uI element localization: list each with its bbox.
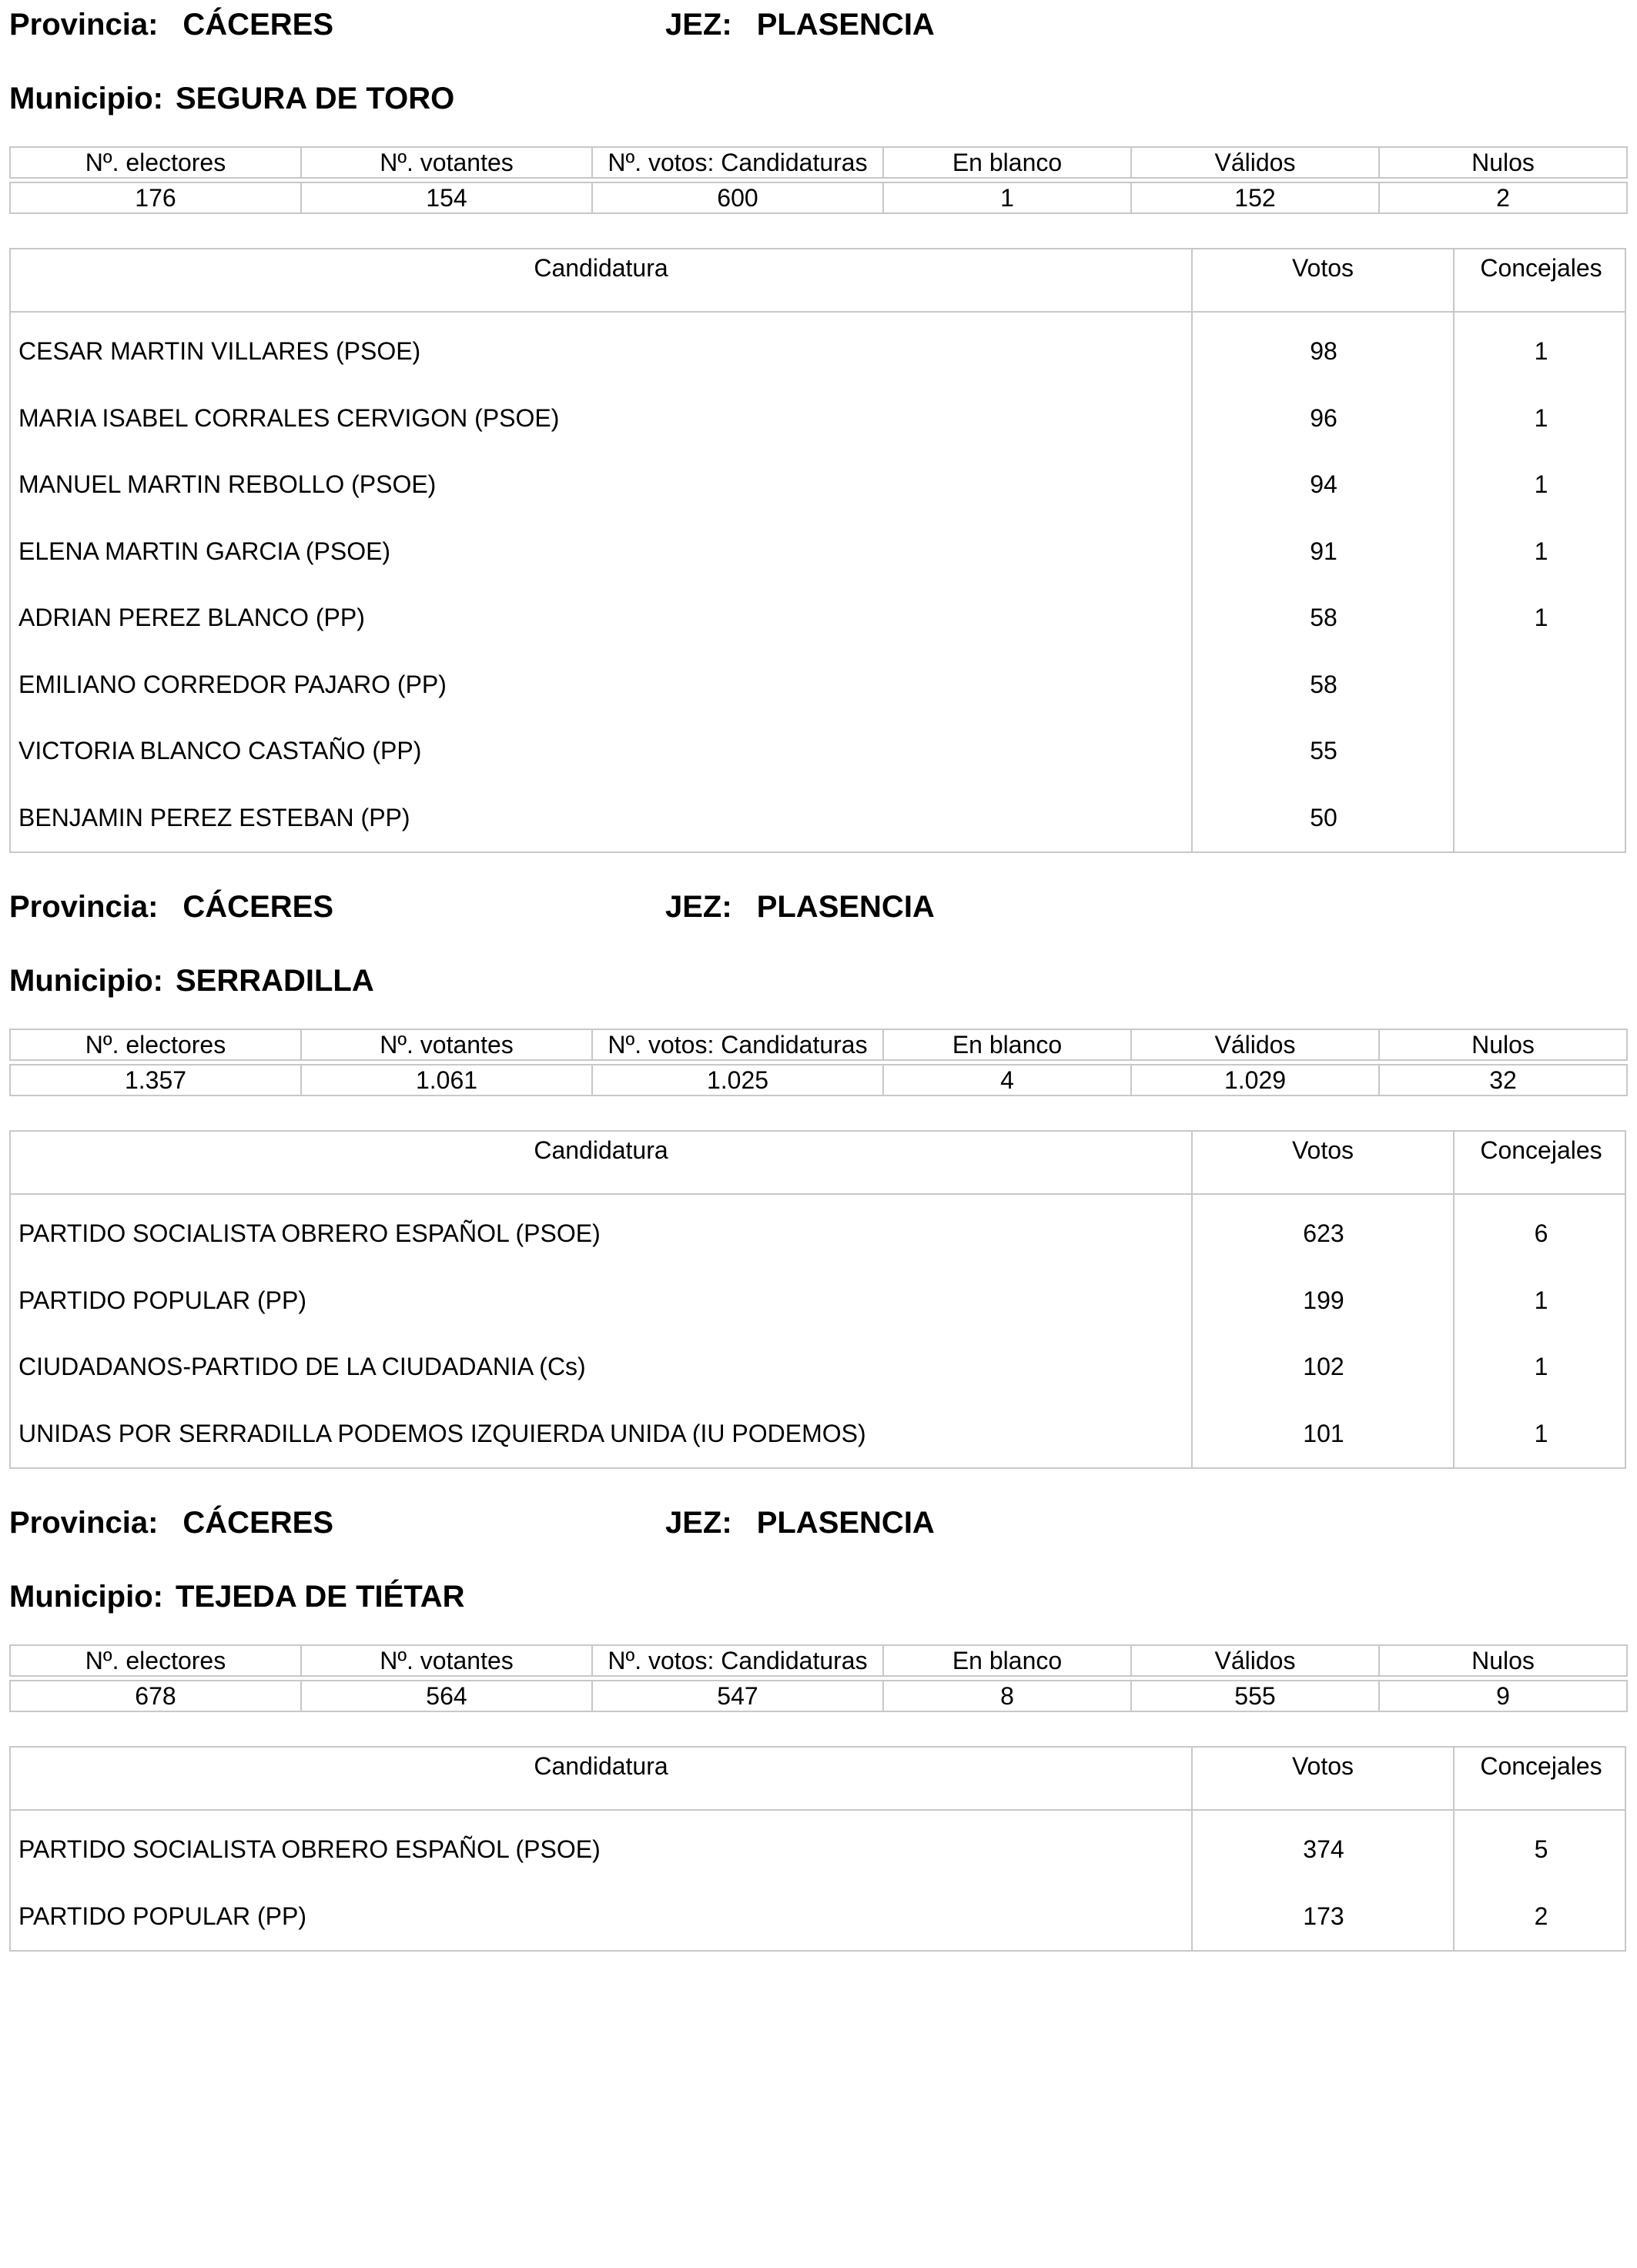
jez-label: JEZ: (665, 8, 732, 42)
stats-header-cell: Nº. votantes (301, 1645, 592, 1676)
candidate-concejales: 1 (1534, 404, 1548, 432)
candidate-row (11, 651, 1625, 717)
stats-value-cell: 2 (1379, 182, 1627, 213)
provincia-label: Provincia: (9, 8, 159, 42)
candidate-row (11, 450, 1625, 517)
candidate-votes: 96 (1310, 404, 1337, 432)
concejales-header: Concejales (1480, 254, 1602, 282)
candidate-row (11, 1815, 1625, 1882)
candidate-concejales: 1 (1534, 604, 1548, 631)
municipio-label: Municipio: (9, 82, 163, 115)
stats-header-cell: En blanco (883, 147, 1131, 178)
stats-value-cell: 9 (1379, 1681, 1627, 1711)
stats-header-cell: Válidos (1131, 147, 1379, 178)
jez-value: PLASENCIA (756, 890, 935, 924)
jez-label: JEZ: (665, 1506, 732, 1540)
provincia-header (9, 890, 333, 924)
candidate-row (11, 384, 1625, 450)
stats-header-cell: En blanco (883, 1645, 1131, 1676)
candidate-votes: 94 (1310, 470, 1337, 498)
municipio-value: TEJEDA DE TIÉTAR (175, 1580, 465, 1614)
candidate-votes: 374 (1303, 1835, 1344, 1863)
stats-header-cell: En blanco (883, 1029, 1131, 1060)
stats-value-cell: 555 (1131, 1681, 1379, 1711)
stats-header-cell: Nº. electores (10, 1645, 301, 1676)
candidate-row (11, 1333, 1625, 1399)
candidate-name: EMILIANO CORREDOR PAJARO (PP) (18, 671, 447, 698)
provincia-value: CÁCERES (182, 8, 333, 42)
candidate-name: BENJAMIN PEREZ ESTEBAN (PP) (18, 804, 410, 831)
candidatura-header: Candidatura (534, 1752, 668, 1780)
stats-value-row (10, 1681, 1627, 1711)
stats-value-cell: 4 (883, 1065, 1131, 1096)
candidate-concejales: 2 (1534, 1902, 1548, 1930)
candidatura-header: Candidatura (534, 254, 668, 282)
municipio-header (9, 1580, 465, 1614)
candidate-concejales: 1 (1534, 537, 1548, 565)
municipio-section (0, 1498, 1637, 2268)
candidate-name: MANUEL MARTIN REBOLLO (PSOE) (18, 470, 437, 498)
provincia-header (9, 8, 333, 42)
stats-header-cell: Nº. electores (10, 1029, 301, 1060)
candidate-concejales: 1 (1534, 1420, 1548, 1447)
provincia-label: Provincia: (9, 1506, 159, 1540)
jez-value: PLASENCIA (756, 8, 935, 42)
candidate-row (11, 1266, 1625, 1333)
stats-header-cell: Nulos (1379, 147, 1627, 178)
provincia-header (9, 1506, 333, 1540)
stats-header-cell: Nº. votantes (301, 1029, 592, 1060)
candidate-row (11, 1199, 1625, 1266)
stats-table (9, 1029, 1628, 1096)
candidate-name: UNIDAS POR SERRADILLA PODEMOS IZQUIERDA UNIDA (IU PODEMOS) (18, 1420, 866, 1447)
candidate-row (11, 717, 1625, 783)
candidates-table (9, 248, 1626, 853)
candidate-votes: 623 (1303, 1219, 1344, 1247)
stats-value-cell: 1.061 (301, 1065, 592, 1096)
stats-value-cell: 547 (592, 1681, 883, 1711)
stats-header-cell: Nº. votos: Candidaturas (592, 1029, 883, 1060)
stats-value-cell: 154 (301, 182, 592, 213)
candidate-concejales: 1 (1534, 1286, 1548, 1314)
candidate-votes: 102 (1303, 1353, 1344, 1380)
stats-value-cell: 1.357 (10, 1065, 301, 1096)
municipio-label: Municipio: (9, 964, 163, 998)
provincia-value: CÁCERES (182, 890, 333, 924)
municipio-value: SEGURA DE TORO (175, 82, 455, 115)
candidate-name: CESAR MARTIN VILLARES (PSOE) (18, 337, 421, 365)
candidate-concejales: 1 (1534, 337, 1548, 365)
stats-value-cell: 1.029 (1131, 1065, 1379, 1096)
candidate-votes: 98 (1310, 337, 1337, 365)
stats-table (9, 146, 1628, 214)
candidate-row (11, 517, 1625, 584)
stats-header-row (10, 1029, 1627, 1060)
candidate-votes: 101 (1303, 1420, 1344, 1447)
candidate-concejales: 5 (1534, 1835, 1548, 1863)
candidatura-header: Candidatura (534, 1136, 668, 1164)
candidate-votes: 55 (1310, 737, 1337, 764)
candidates-table (9, 1130, 1626, 1469)
concejales-header: Concejales (1480, 1752, 1602, 1780)
stats-header-cell: Válidos (1131, 1029, 1379, 1060)
stats-value-row (10, 1065, 1627, 1096)
provincia-label: Provincia: (9, 890, 159, 924)
candidate-votes: 58 (1310, 604, 1337, 631)
stats-header-cell: Nulos (1379, 1645, 1627, 1676)
candidate-concejales: 1 (1534, 1353, 1548, 1380)
stats-value-cell: 678 (10, 1681, 301, 1711)
stats-value-cell: 176 (10, 182, 301, 213)
candidate-row (11, 584, 1625, 650)
candidate-votes: 199 (1303, 1286, 1344, 1314)
candidate-name: PARTIDO POPULAR (PP) (18, 1286, 306, 1314)
stats-header-row (10, 147, 1627, 178)
stats-value-cell: 564 (301, 1681, 592, 1711)
municipio-value: SERRADILLA (175, 964, 374, 998)
municipio-header (9, 82, 454, 115)
municipio-header (9, 964, 374, 998)
candidate-votes: 50 (1310, 804, 1337, 831)
candidate-concejales: 6 (1534, 1219, 1548, 1247)
stats-value-cell: 600 (592, 182, 883, 213)
jez-header (665, 890, 935, 924)
stats-value-cell: 152 (1131, 182, 1379, 213)
stats-value-cell: 1 (883, 182, 1131, 213)
candidate-name: ELENA MARTIN GARCIA (PSOE) (18, 537, 391, 565)
candidate-name: CIUDADANOS-PARTIDO DE LA CIUDADANIA (Cs) (18, 1353, 586, 1380)
candidate-name: PARTIDO SOCIALISTA OBRERO ESPAÑOL (PSOE) (18, 1219, 601, 1247)
candidate-votes: 58 (1310, 671, 1337, 698)
stats-value-row (10, 182, 1627, 213)
votos-header: Votos (1291, 254, 1354, 282)
stats-header-cell: Nulos (1379, 1029, 1627, 1060)
votos-header: Votos (1291, 1752, 1354, 1780)
candidate-concejales: 1 (1534, 470, 1548, 498)
stats-header-cell: Nº. votos: Candidaturas (592, 147, 883, 178)
jez-header (665, 1506, 935, 1540)
candidate-votes: 91 (1310, 537, 1337, 565)
stats-header-cell: Nº. electores (10, 147, 301, 178)
stats-value-cell: 1.025 (592, 1065, 883, 1096)
stats-value-cell: 32 (1379, 1065, 1627, 1096)
candidate-name: VICTORIA BLANCO CASTAÑO (PP) (18, 737, 422, 764)
stats-header-cell: Nº. votantes (301, 147, 592, 178)
votos-header: Votos (1291, 1136, 1354, 1164)
jez-header (665, 8, 935, 42)
candidate-row (11, 1400, 1625, 1466)
candidate-row (11, 784, 1625, 850)
stats-header-cell: Válidos (1131, 1645, 1379, 1676)
municipio-label: Municipio: (9, 1580, 163, 1614)
stats-table (9, 1644, 1628, 1712)
jez-value: PLASENCIA (756, 1506, 935, 1540)
candidate-row (11, 1882, 1625, 1949)
candidate-name: MARIA ISABEL CORRALES CERVIGON (PSOE) (18, 404, 560, 432)
jez-label: JEZ: (665, 890, 732, 924)
candidate-row (11, 317, 1625, 383)
stats-header-row (10, 1645, 1627, 1676)
stats-value-cell: 8 (883, 1681, 1131, 1711)
candidate-name: PARTIDO POPULAR (PP) (18, 1902, 306, 1930)
candidates-table (9, 1746, 1626, 1952)
stats-header-cell: Nº. votos: Candidaturas (592, 1645, 883, 1676)
candidate-name: PARTIDO SOCIALISTA OBRERO ESPAÑOL (PSOE) (18, 1835, 601, 1863)
concejales-header: Concejales (1480, 1136, 1602, 1164)
provincia-value: CÁCERES (182, 1506, 333, 1540)
municipio-section (0, 0, 1637, 831)
candidate-votes: 173 (1303, 1902, 1344, 1930)
candidate-name: ADRIAN PEREZ BLANCO (PP) (18, 604, 365, 631)
